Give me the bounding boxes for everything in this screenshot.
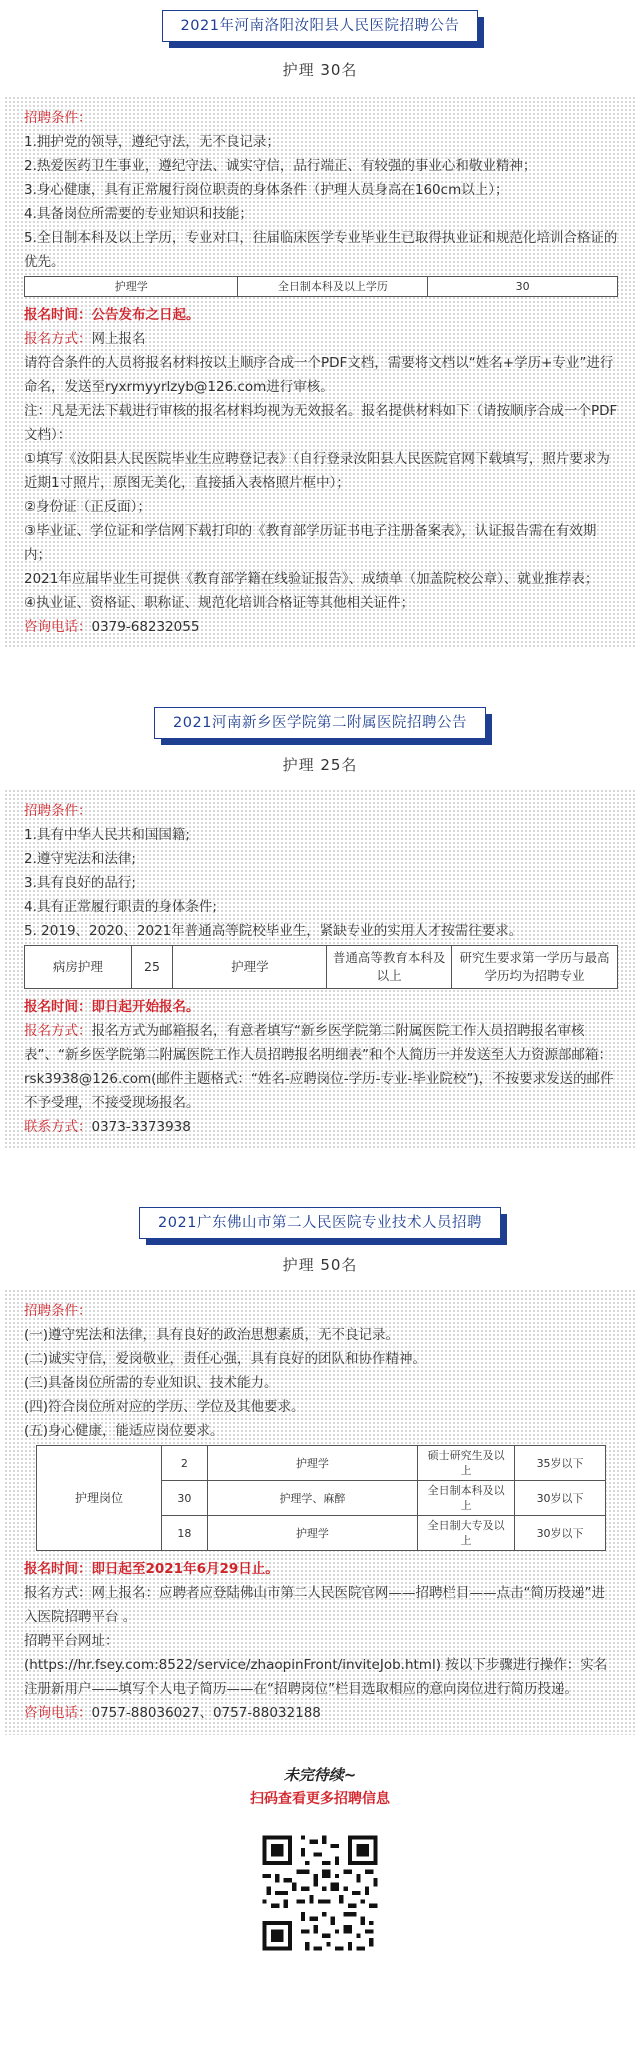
- position-table: [24, 276, 618, 297]
- condition-item: 5. 2019、2020、2021年普通高等院校毕业生，紧缺专业的实用人才按需往要求。: [24, 923, 523, 939]
- paragraph: 请符合条件的人员将报名材料按以上顺序合成一个PDF文档，需要将文档以“姓名+学历+专业”进行命名，发送至ryxrmyyrlzyb@126.com进行审核。: [24, 355, 614, 395]
- time-value: 即日起开始报名。: [91, 999, 200, 1015]
- position-table: [24, 945, 618, 989]
- section-3-position: 护理 50名: [282, 1256, 358, 1274]
- condition-item: (四)符合岗位所对应的学历、学位及其他要求。: [24, 1399, 305, 1415]
- section-1-body: [4, 96, 636, 649]
- table-cell: 25: [131, 946, 173, 989]
- condition-item: (五)身心健康，能适应岗位要求。: [24, 1423, 224, 1439]
- time-label: 报名时间：: [24, 1561, 92, 1577]
- table-cell: 护理学: [173, 946, 327, 989]
- table-cell: 30: [428, 277, 618, 297]
- contact-value: 0757-88036027、0757-88032188: [91, 1705, 321, 1721]
- table-cell: 30岁以下: [515, 1516, 606, 1551]
- condition-item: 2.遵守宪法和法律;: [24, 851, 136, 867]
- condition-item: 2.热爱医药卫生事业，遵纪守法、诚实守信，品行端正、有较强的事业心和敬业精神；: [24, 158, 537, 174]
- table-cell: 全日制本科及以上学历: [238, 277, 428, 297]
- section-1: [0, 0, 640, 649]
- table-cell: 病房护理: [25, 946, 132, 989]
- section-3: [0, 1197, 640, 1735]
- paragraph: ②身份证（正反面）；: [24, 499, 151, 515]
- method-label: 报名方式：: [24, 1023, 92, 1039]
- section-1-title: 2021年河南洛阳汝阳县人民医院招聘公告: [162, 10, 479, 42]
- condition-label: 招聘条件：: [24, 1303, 92, 1319]
- condition-item: 3.身心健康，具有正常履行岗位职责的身体条件（护理人员身高在160cm以上）；: [24, 182, 509, 198]
- table-cell: 35岁以下: [515, 1446, 606, 1481]
- to-be-continued: 未完待续~: [283, 1766, 357, 1784]
- section-2-position: 护理 25名: [282, 756, 358, 774]
- condition-item: 5.全日制本科及以上学历，专业对口，往届临床医学专业毕业生已取得执业证和规范化培训合格证的优先。: [24, 230, 618, 270]
- paragraph: ③毕业证、学位证和学信网下载打印的《教育部学历证书电子注册备案表》，认证报告需在有效期内；: [24, 523, 597, 563]
- table-cell: 护理岗位: [36, 1446, 161, 1551]
- section-2: [0, 697, 640, 1149]
- time-value: 公告发布之日起。: [91, 307, 200, 323]
- condition-item: 4.具备岗位所需要的专业知识和技能；: [24, 206, 253, 222]
- footer: [0, 1763, 640, 1955]
- table-cell: 18: [162, 1516, 208, 1551]
- table-cell: 全日制大专及以上: [418, 1516, 515, 1551]
- table-cell: 30岁以下: [515, 1481, 606, 1516]
- condition-item: 3.具有良好的品行;: [24, 875, 136, 891]
- paragraph: ①填写《汝阳县人民医院毕业生应聘登记表》（自行登录汝阳县人民医院官网下载填写，照片要求为近期1寸照片，原图无美化，直接插入表格照片框中）；: [24, 451, 610, 491]
- table-cell: 护理学: [207, 1446, 418, 1481]
- table-cell: 研究生要求第一学历与最高学历均为招聘专业: [451, 946, 617, 989]
- method-value: 网上报名：应聘者应登陆佛山市第二人民医院官网——招聘栏目——点击“简历投递”进入医院招聘平台 。: [24, 1585, 605, 1625]
- paragraph: 注：凡是无法下载进行审核的报名材料均视为无效报名。报名提供材料如下（请按顺序合成一个PDF文档）：: [24, 403, 618, 443]
- table-cell: 全日制本科及以上: [418, 1481, 515, 1516]
- section-3-body: [4, 1289, 636, 1735]
- time-value: 即日起至2021年6月29日止。: [91, 1561, 279, 1577]
- contact-value: 0379-68232055: [91, 619, 200, 635]
- contact-label: 联系方式：: [24, 1119, 92, 1135]
- table-row: [25, 277, 618, 297]
- section-2-title: 2021河南新乡医学院第二附属医院招聘公告: [154, 707, 486, 739]
- qr-code-icon[interactable]: [258, 1831, 382, 1955]
- table-cell: 护理学: [207, 1516, 418, 1551]
- condition-item: (三)具备岗位所需的专业知识、技术能力。: [24, 1375, 278, 1391]
- platform-value: (https://hr.fsey.com:8522/service/zhaopinFront/inviteJob.html) 按以下步骤进行操作：实名注册新用户——填写个人电子简历——在“招聘岗位”栏目选取相应的意向岗位进行简历投递。: [24, 1657, 608, 1697]
- table-cell: 2: [162, 1446, 208, 1481]
- method-value: 网上报名: [91, 331, 146, 347]
- condition-item: 1.拥护党的领导，遵纪守法，无不良记录；: [24, 134, 280, 150]
- table-cell: 30: [162, 1481, 208, 1516]
- contact-value: 0373-3373938: [91, 1119, 191, 1135]
- paragraph: 2021年应届毕业生可提供《教育部学籍在线验证报告》、成绩单（加盖院校公章）、就业推荐表；: [24, 571, 599, 587]
- scan-prompt: 扫码查看更多招聘信息: [250, 1791, 390, 1807]
- time-label: 报名时间：: [24, 307, 92, 323]
- table-cell: 护理学、麻醉: [207, 1481, 418, 1516]
- section-2-body: [4, 789, 636, 1149]
- condition-label: 招聘条件：: [24, 110, 92, 126]
- table-row: [36, 1446, 605, 1481]
- contact-label: 咨询电话：: [24, 1705, 92, 1721]
- platform-label: 招聘平台网址：: [24, 1633, 119, 1649]
- position-table: [36, 1445, 606, 1551]
- table-cell: 硕士研究生及以上: [418, 1446, 515, 1481]
- time-label: 报名时间：: [24, 999, 92, 1015]
- table-row: [25, 946, 618, 989]
- condition-label: 招聘条件：: [24, 803, 92, 819]
- method-label: 报名方式：: [24, 1585, 92, 1601]
- condition-item: (一)遵守宪法和法律，具有良好的政治思想素质，无不良记录。: [24, 1327, 400, 1343]
- condition-item: 1.具有中华人民共和国国籍;: [24, 827, 190, 843]
- table-cell: 普通高等教育本科及以上: [327, 946, 452, 989]
- table-cell: 护理学: [25, 277, 238, 297]
- contact-label: 咨询电话：: [24, 619, 92, 635]
- section-1-position: 护理 30名: [282, 61, 358, 79]
- method-value: 报名方式为邮箱报名，有意者填写“新乡医学院第二附属医院工作人员招聘报名审核表”、“新乡医学院第二附属医院工作人员招聘报名明细表”和个人简历一并发送至人力资源部邮箱：rsk3938@126.com(邮件主题格式：“姓名-应聘岗位-学历-专业-毕业院校”)，不按要求发送的邮件不予受理，不接受现场报名。: [24, 1023, 614, 1111]
- method-label: 报名方式：: [24, 331, 92, 347]
- condition-item: (二)诚实守信，爱岗敬业，责任心强，具有良好的团队和协作精神。: [24, 1351, 427, 1367]
- condition-item: 4.具有正常履行职责的身体条件;: [24, 899, 217, 915]
- paragraph: ④执业证、资格证、职称证、规范化培训合格证等其他相关证件；: [24, 595, 415, 611]
- section-3-title: 2021广东佛山市第二人民医院专业技术人员招聘: [139, 1207, 501, 1239]
